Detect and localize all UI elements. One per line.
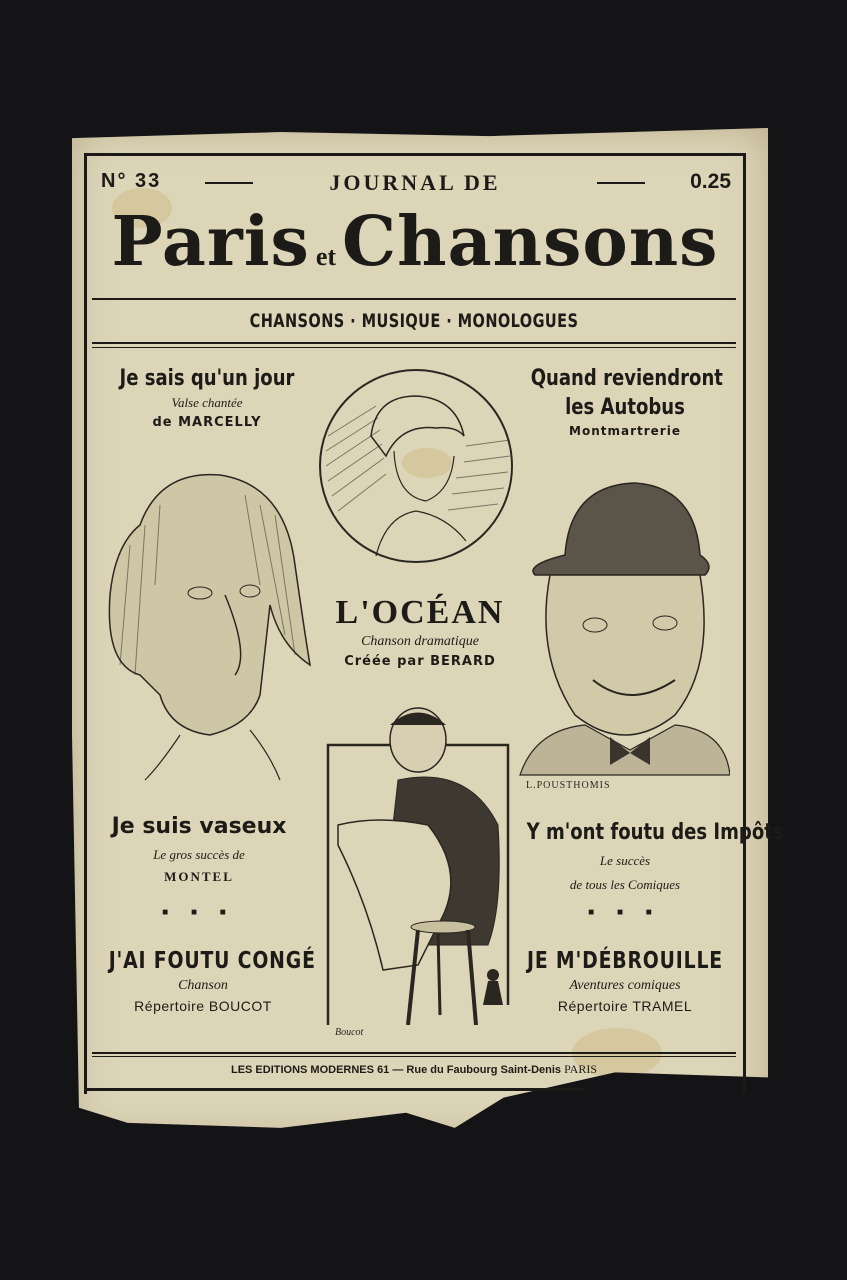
- seated-man-illustration: [318, 705, 518, 1025]
- song-credit: Montmartrerie: [569, 424, 681, 438]
- rule: [92, 298, 736, 300]
- song-genre-line2: de tous les Comiques: [569, 877, 681, 892]
- song-credit: Créée par BERARD: [344, 654, 496, 669]
- masthead-title: [95, 202, 735, 282]
- separator-dots-icon: ■ ■ ■: [588, 907, 662, 918]
- frame-bottom-rule: [84, 1088, 584, 1091]
- song-impots: [505, 820, 784, 918]
- publisher-footer: [92, 1062, 736, 1077]
- seated-signature: Boucot: [335, 1027, 364, 1038]
- journal-label: JOURNAL DE: [329, 170, 501, 195]
- publisher-name: LES EDITIONS MODERNES: [230, 1064, 374, 1076]
- rule: [92, 347, 736, 348]
- song-genre: Chanson: [178, 978, 228, 993]
- song-genre: Valse chantée: [171, 395, 243, 410]
- song-title: Je suis vaseux: [111, 814, 287, 839]
- song-credit: Répertoire TRAMEL: [557, 998, 693, 1014]
- song-j-ai-foutu-conge: [88, 948, 318, 1014]
- price: 0.25: [690, 170, 731, 193]
- rule: [92, 342, 736, 344]
- song-je-m-debrouille: [505, 948, 745, 1014]
- song-title-line2: les Autobus: [565, 395, 685, 420]
- issue-number: N° 33: [101, 170, 162, 192]
- masthead-top-row: [95, 170, 735, 200]
- song-title-line1: Quand reviendront: [530, 366, 723, 391]
- song-quand-reviendront: [510, 366, 740, 438]
- bowler-hat-caricature-illustration: [515, 475, 730, 780]
- song-genre-line1: Le succès: [599, 853, 651, 868]
- song-title: Je sais qu'un jour: [119, 366, 295, 391]
- song-title: J'AI FOUTU CONGÉ: [108, 948, 316, 974]
- song-je-suis-vaseux: [88, 814, 310, 918]
- song-genre: Chanson dramatique: [361, 634, 479, 649]
- song-credit: Répertoire BOUCOT: [134, 998, 272, 1014]
- song-je-sais-qu-un-jour: [92, 366, 322, 430]
- song-l-ocean: [305, 594, 535, 669]
- subtitle: CHANSONS · MUSIQUE · MONOLOGUES: [249, 310, 579, 332]
- rule: [92, 1056, 736, 1057]
- song-title: JE M'DÉBROUILLE: [526, 948, 724, 974]
- long-hair-caricature-illustration: [100, 465, 315, 785]
- rule: [92, 1052, 736, 1054]
- song-title: L'OCÉAN: [335, 594, 505, 631]
- flourish-right-icon: [597, 182, 645, 184]
- publisher-city: PARIS: [564, 1062, 598, 1076]
- woman-portrait-illustration: [316, 366, 516, 566]
- song-title: Y m'ont foutu des Impôts: [526, 820, 784, 845]
- title-chansons: Chansons: [342, 202, 719, 282]
- title-et: et: [315, 242, 337, 271]
- bowler-signature: L.POUSTHOMIS: [526, 780, 611, 791]
- song-genre: Le gros succès de: [153, 847, 245, 862]
- publisher-address: 61 — Rue du Faubourg Saint-Denis: [377, 1064, 562, 1076]
- song-genre: Aventures comiques: [569, 978, 681, 993]
- title-paris: Paris: [111, 202, 310, 282]
- song-credit: MONTEL: [164, 869, 234, 884]
- separator-dots-icon: ■ ■ ■: [162, 907, 236, 918]
- song-credit: de MARCELLY: [152, 415, 262, 430]
